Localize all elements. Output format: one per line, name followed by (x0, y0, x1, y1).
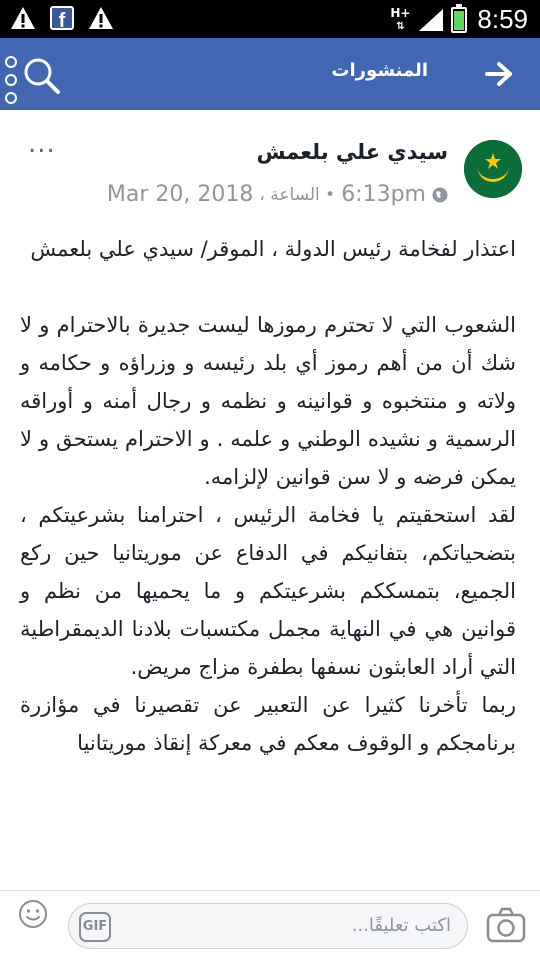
gif-button[interactable]: GIF (79, 912, 111, 942)
post-heading: اعتذار لفخامة رئيس الدولة ، الموقر/ سيدي علي بلعمش (30, 237, 516, 261)
more-options-button[interactable]: ... (28, 129, 56, 159)
post-paragraph: لقد استحقيتم يا فخامة الرئيس ، احترامنا بشرعيتكم ، بتضحياتكم، بتفانيكم في الدفاع عن موريتانيا حين ركع الجميع، بتمسككم بشرعيتكم و ما يحميها من نظم و قوانين هي في النهاية مجمل مكتسبات بلادنا الديمقراطية التي أراد العابثون نسفها بطفرة مزاج مريض. (20, 503, 516, 679)
network-type: H+ ⇅ (390, 5, 411, 32)
author-name[interactable]: سيدي علي بلعمش (256, 140, 448, 164)
comment-input[interactable] (68, 903, 468, 949)
notification-icons (10, 6, 114, 30)
post-body (20, 230, 516, 762)
warning-icon (88, 6, 114, 30)
emoji-icon[interactable] (18, 899, 48, 929)
signal-icon (417, 7, 445, 33)
mauritania-flag-icon (464, 140, 522, 198)
battery-level (454, 11, 464, 30)
comment-placeholder: اكتب تعليقًا... (351, 915, 451, 936)
comment-bar (0, 890, 540, 960)
page-title: المنشورات (331, 60, 428, 81)
avatar[interactable] (464, 140, 522, 198)
post-time: 6:13pm (341, 182, 426, 207)
post-card (0, 110, 540, 890)
facebook-notification-icon: f (50, 6, 74, 30)
clock: 8:59 (477, 4, 528, 34)
post-timestamp[interactable] (107, 182, 448, 207)
post-paragraph: ربما تأخرنا كثيرا عن التعبير عن تقصيرنا في مؤازرة برنامجكم و الوقوف معكم في معركة إنقاذ موريتانيا (20, 693, 516, 755)
camera-icon[interactable] (486, 907, 526, 943)
search-icon[interactable] (20, 54, 62, 96)
back-arrow-icon[interactable] (484, 60, 514, 88)
app-header (0, 38, 540, 110)
post-paragraph: الشعوب التي لا تحترم رموزها ليست جديرة بالاحترام و لا شك أن من أهم رموز أي بلد رئيسه و وزراؤه و حكامه و ولاته و منتخبوه و قوانينه و نظمه و رجال أمنه و أوراقه الرسمية و نشيده الوطني و علمه . و الاحترام يستحق و لا يمكن فرضه و لا سن قوانين لإلزامه. (20, 313, 516, 489)
warning-icon (10, 6, 36, 30)
battery-icon (451, 7, 467, 33)
time-separator: • الساعة ، (259, 184, 336, 205)
status-bar (0, 0, 540, 38)
system-status (389, 4, 528, 35)
globe-icon (432, 187, 448, 203)
post-date: Mar 20, 2018 (106, 182, 254, 207)
